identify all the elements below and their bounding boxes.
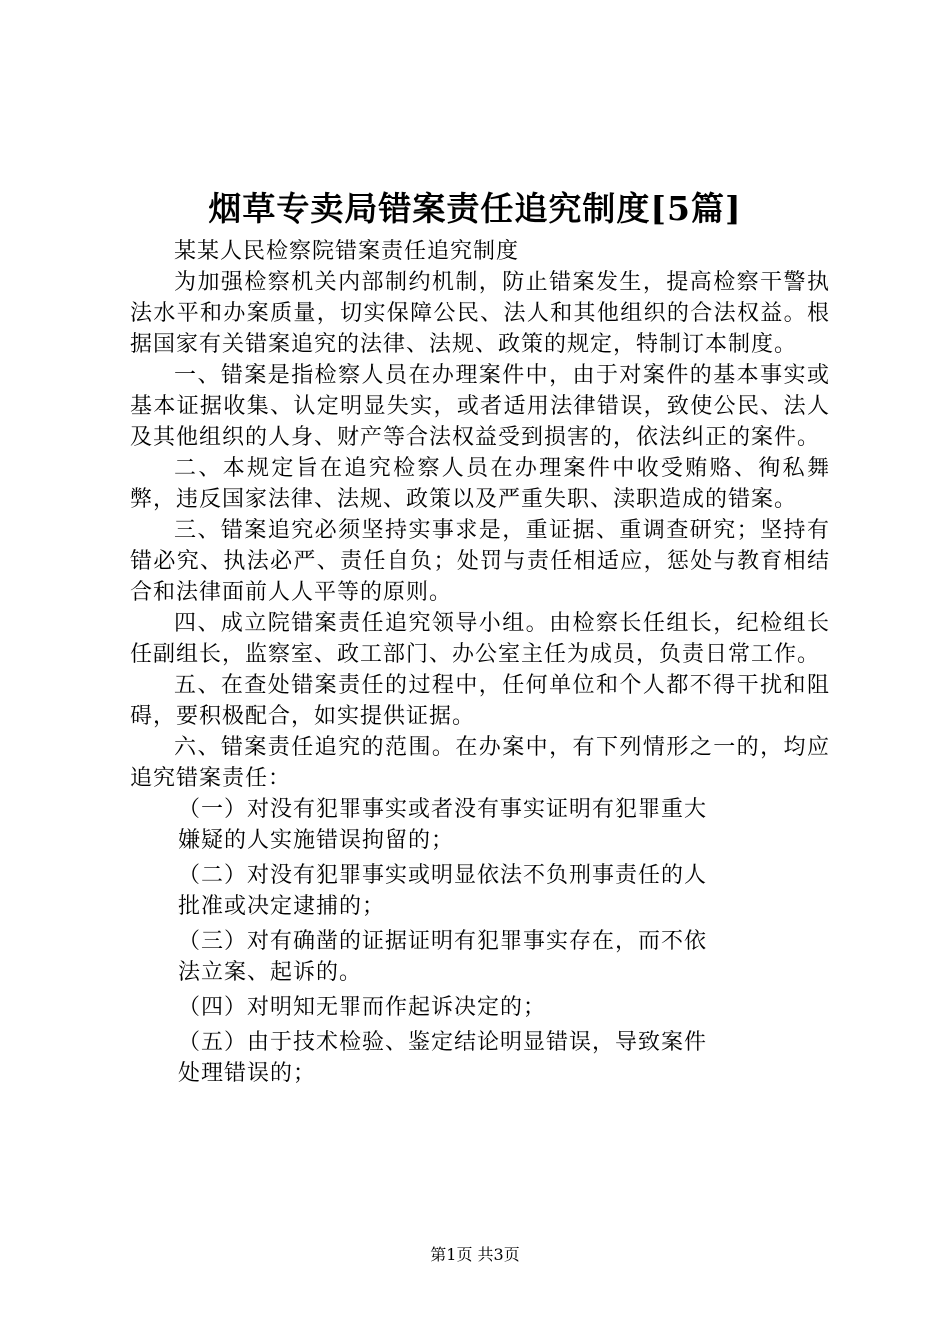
page-footer: 第1页 共3页	[430, 1245, 520, 1264]
document-title: 烟草专卖局错案责任追究制度[5篇]	[208, 189, 742, 228]
list-item: （五）由于技术检验、鉴定结论明显错误，导致案件处理错误的；	[178, 1030, 708, 1086]
paragraph-preamble: 为加强检察机关内部制约机制，防止错案发生，提高检察干警执法水平和办案质量，切实保障公民、法人和其他组织的合法权益。根据国家有关错案追究的法律、法规、政策的规定，特制订本制度。	[130, 270, 830, 357]
paragraph-article-5: 五、在查处错案责任的过程中，任何单位和个人都不得干扰和阻碍，要积极配合，如实提供证据。	[130, 673, 830, 729]
paragraph-article-2: 二、本规定旨在追究检察人员在办理案件中收受贿赂、徇私舞弊，违反国家法律、法规、政策以及严重失职、渎职造成的错案。	[130, 456, 830, 512]
list-item: （三）对有确凿的证据证明有犯罪事实存在，而不依法立案、起诉的。	[178, 929, 708, 985]
paragraph-article-4: 四、成立院错案责任追究领导小组。由检察长任组长，纪检组长任副组长，监察室、政工部门、办公室主任为成员，负责日常工作。	[130, 611, 830, 667]
list-item: （四）对明知无罪而作起诉决定的；	[178, 995, 547, 1020]
document-body	[130, 236, 830, 1093]
subtitle: 某某人民检察院错案责任追究制度	[174, 239, 520, 264]
paragraph-article-3: 三、错案追究必须坚持实事求是，重证据、重调查研究；坚持有错必究、执法必严、责任自负；处罚与责任相适应，惩处与教育相结合和法律面前人人平等的原则。	[130, 518, 830, 605]
paragraph-article-6: 六、错案责任追究的范围。在办案中，有下列情形之一的，均应追究错案责任：	[130, 735, 830, 791]
list-item: （一）对没有犯罪事实或者没有事实证明有犯罪重大嫌疑的人实施错误拘留的；	[178, 797, 708, 853]
paragraph-article-1: 一、错案是指检察人员在办理案件中，由于对案件的基本事实或基本证据收集、认定明显失实，或者适用法律错误，致使公民、法人及其他组织的人身、财产等合法权益受到损害的，依法纠正的案件。	[130, 363, 830, 450]
list-item: （二）对没有犯罪事实或明显依法不负刑事责任的人批准或决定逮捕的；	[178, 863, 708, 919]
